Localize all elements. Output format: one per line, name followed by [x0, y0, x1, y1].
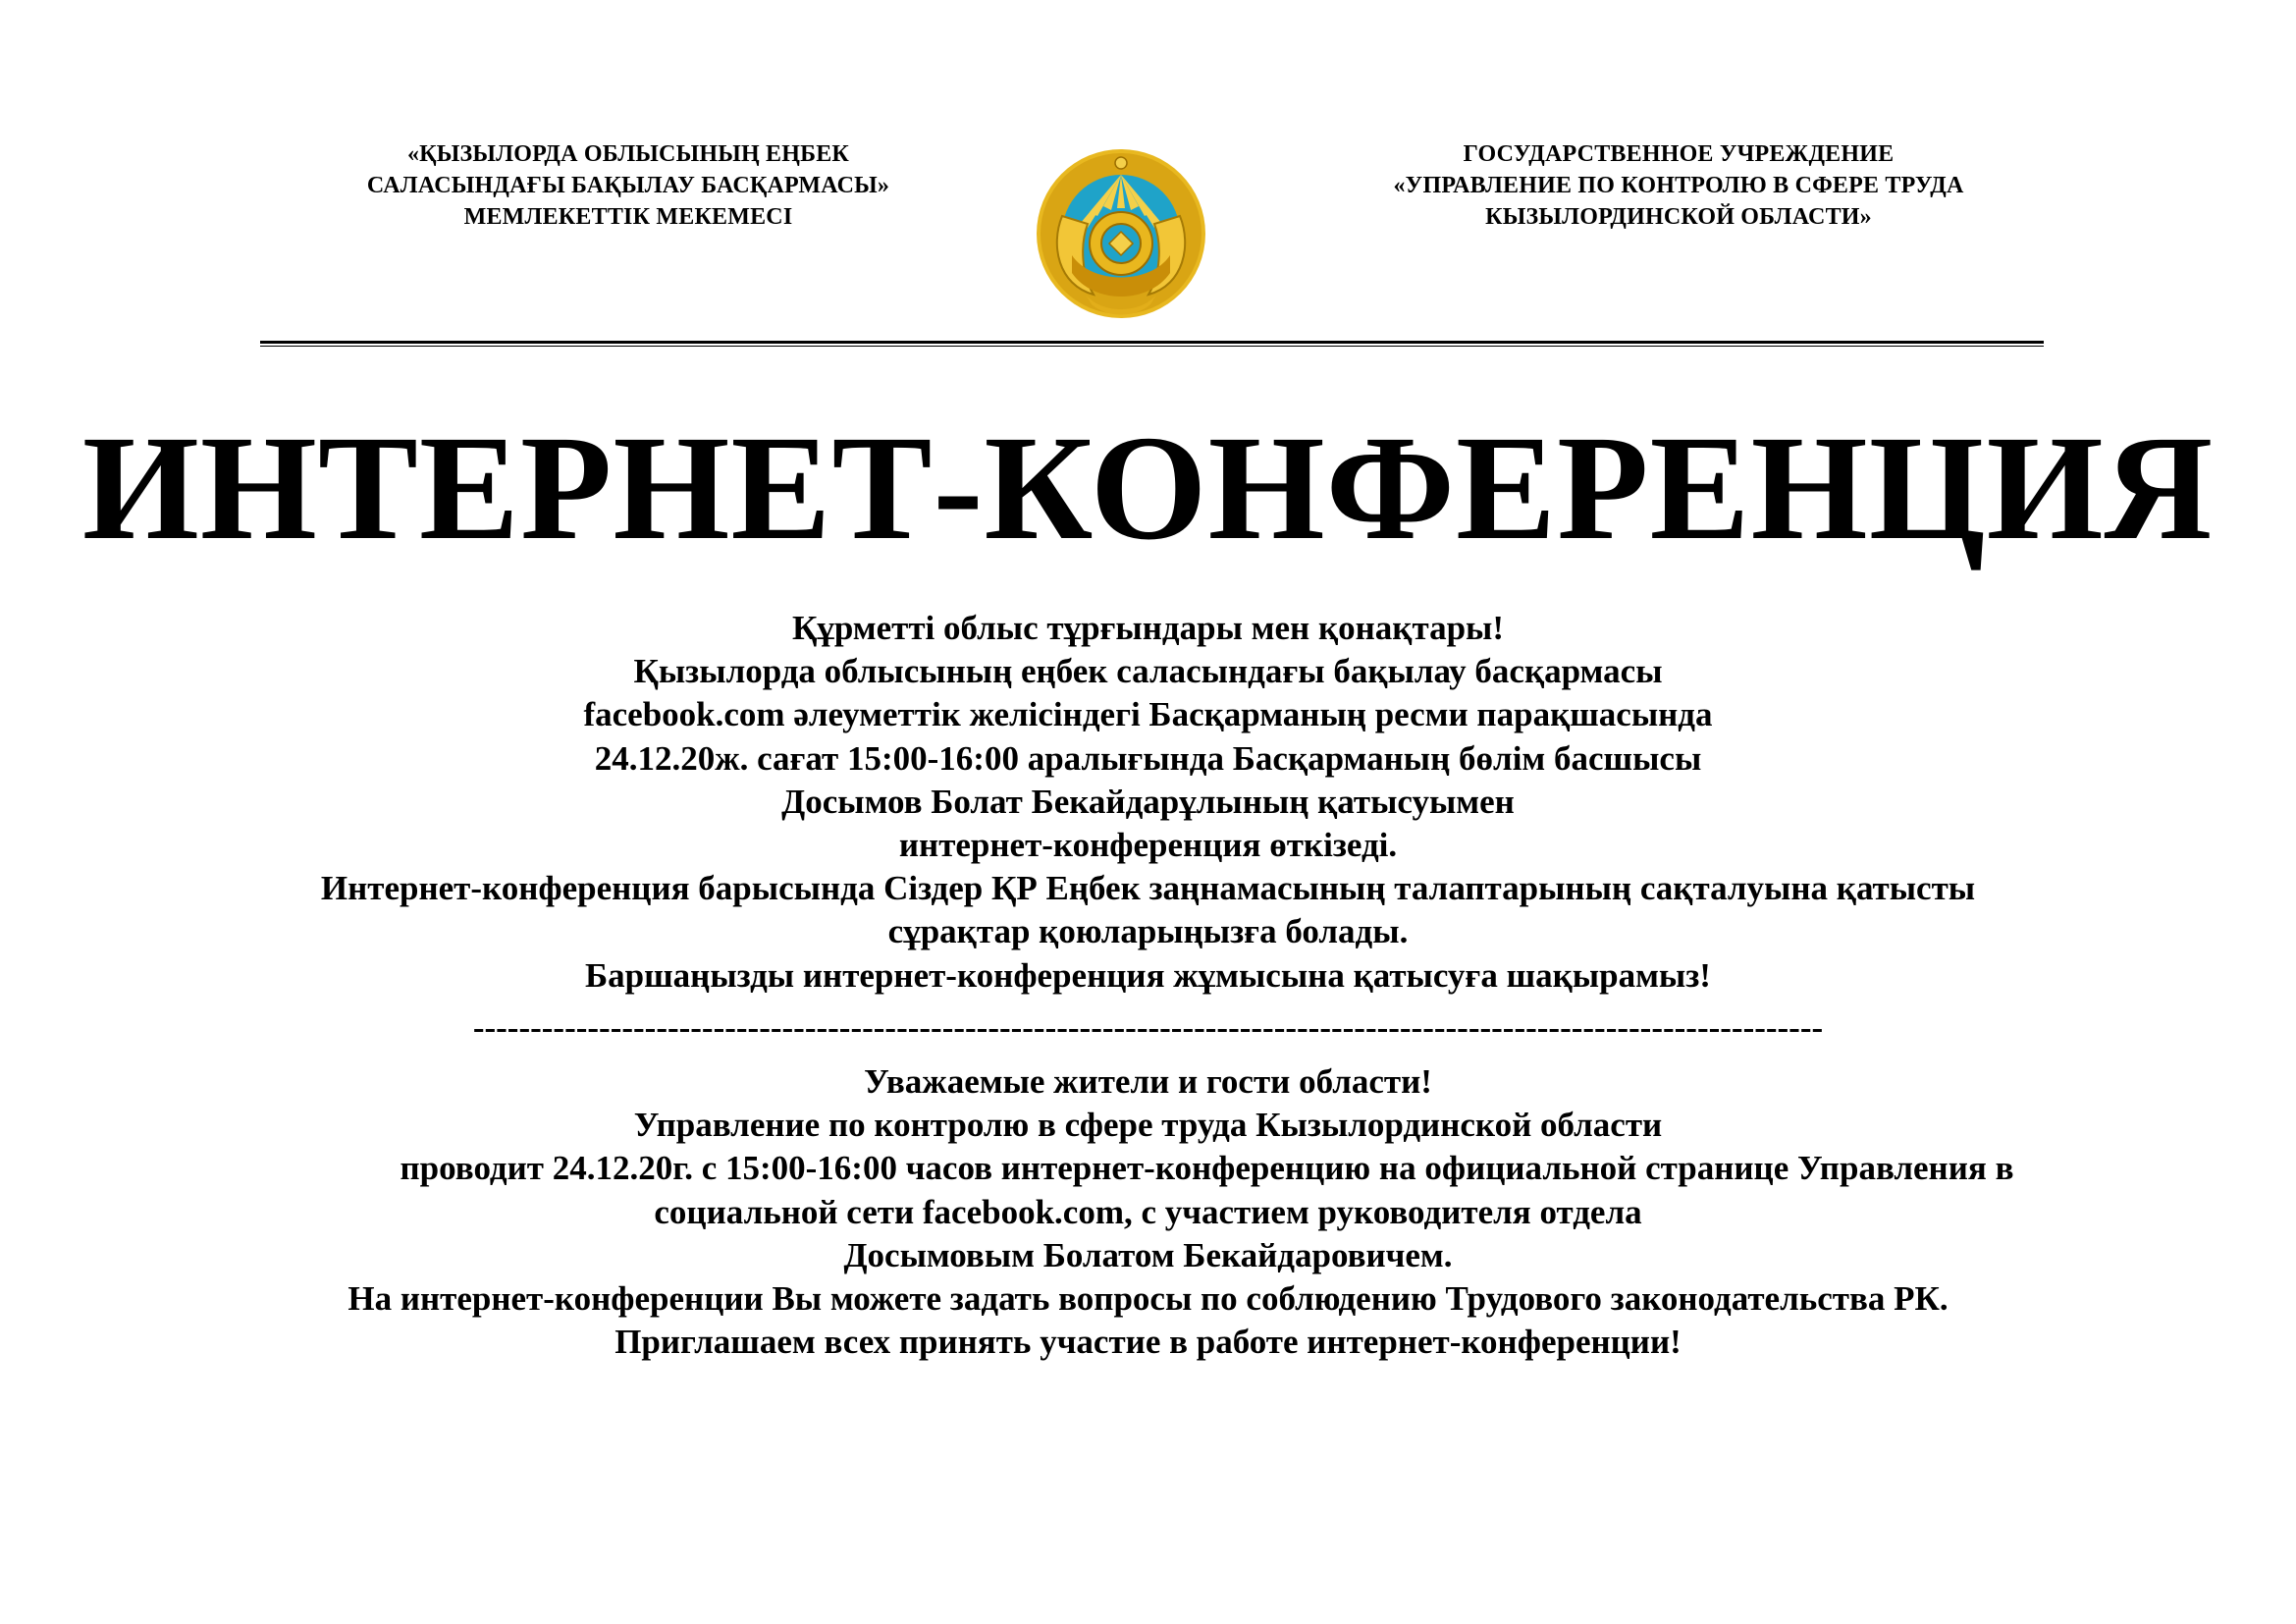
kazakhstan-state-emblem-icon [1033, 147, 1209, 319]
ru-line-3: проводит 24.12.20г. с 15:00-16:00 часов интернет-конференцию на официальной странице Управления в [400, 1149, 2014, 1188]
header-russian-org-name [1286, 138, 2071, 233]
ru-line-6: На интернет-конференции Вы можете задать вопросы по соблюдению Трудового законодательства РК. [347, 1279, 1949, 1319]
kz-line-5: Досымов Болат Бекайдарұлының қатысуымен [781, 782, 1515, 821]
kz-line-6: интернет-конференция өткізеді. [898, 826, 1398, 865]
ru-line-2: Управление по контролю в сфере труда Кызылординской области [633, 1106, 1663, 1145]
header-kazakh-org-name [236, 138, 1021, 233]
kz-line-1: Құрметті облыс тұрғындары мен қонақтары! [791, 609, 1505, 647]
kz-line-3: facebook.com әлеуметтік желісіндегі Басқарманың ресми парақшасында [583, 695, 1713, 734]
ru-line-4: социальной сети facebook.com, с участием руководителя отдела [654, 1192, 1642, 1231]
russian-announcement [0, 1060, 2296, 1364]
kz-line-9: Баршаңызды интернет-конференция жұмысына қатысуға шақырамыз! [585, 955, 1711, 995]
ru-line-7: Приглашаем всех принять участие в работе интернет-конференции! [614, 1323, 1682, 1362]
ru-line-1: Уважаемые жители и гости области! [864, 1062, 1432, 1101]
kz-line-2: Қызылорда облысының еңбек саласындағы бақылау басқармасы [633, 652, 1663, 691]
header-right-line-2: «УПРАВЛЕНИЕ ПО КОНТРОЛЮ В СФЕРЕ ТРУДА [1393, 173, 1964, 198]
header-divider [260, 341, 2044, 344]
ru-line-5: Досымовым Болатом Бекайдаровичем. [843, 1235, 1453, 1274]
kz-line-4: 24.12.20ж. сағат 15:00-16:00 аралығында Басқарманың бөлім басшысы [594, 738, 1702, 778]
page-title: ИНТЕРНЕТ-КОНФЕРЕНЦИЯ [81, 406, 2215, 571]
kz-line-8: сұрақтар қоюларыңызға болады. [887, 912, 1409, 951]
dashed-separator: ---------------------------------------------------------------------------------------------------------------------- [472, 1008, 1824, 1047]
header-left-line-1: «ҚЫЗЫЛОРДА ОБЛЫСЫНЫҢ ЕҢБЕК [406, 141, 850, 167]
header-left-line-3: МЕМЛЕКЕТТІК МЕКЕМЕСІ [463, 204, 793, 230]
header-right-line-3: КЫЗЫЛОРДИНСКОЙ ОБЛАСТИ» [1485, 204, 1872, 230]
header-right-line-1: ГОСУДАРСТВЕННОЕ УЧРЕЖДЕНИЕ [1463, 141, 1895, 167]
header-left-line-2: САЛАСЫНДАҒЫ БАҚЫЛАУ БАСҚАРМАСЫ» [366, 173, 890, 198]
kz-line-7: Интернет-конференция барысында Сіздер ҚР Еңбек заңнамасының талаптарының сақталуына қатысты [320, 869, 1976, 908]
kazakh-announcement [0, 607, 2296, 998]
